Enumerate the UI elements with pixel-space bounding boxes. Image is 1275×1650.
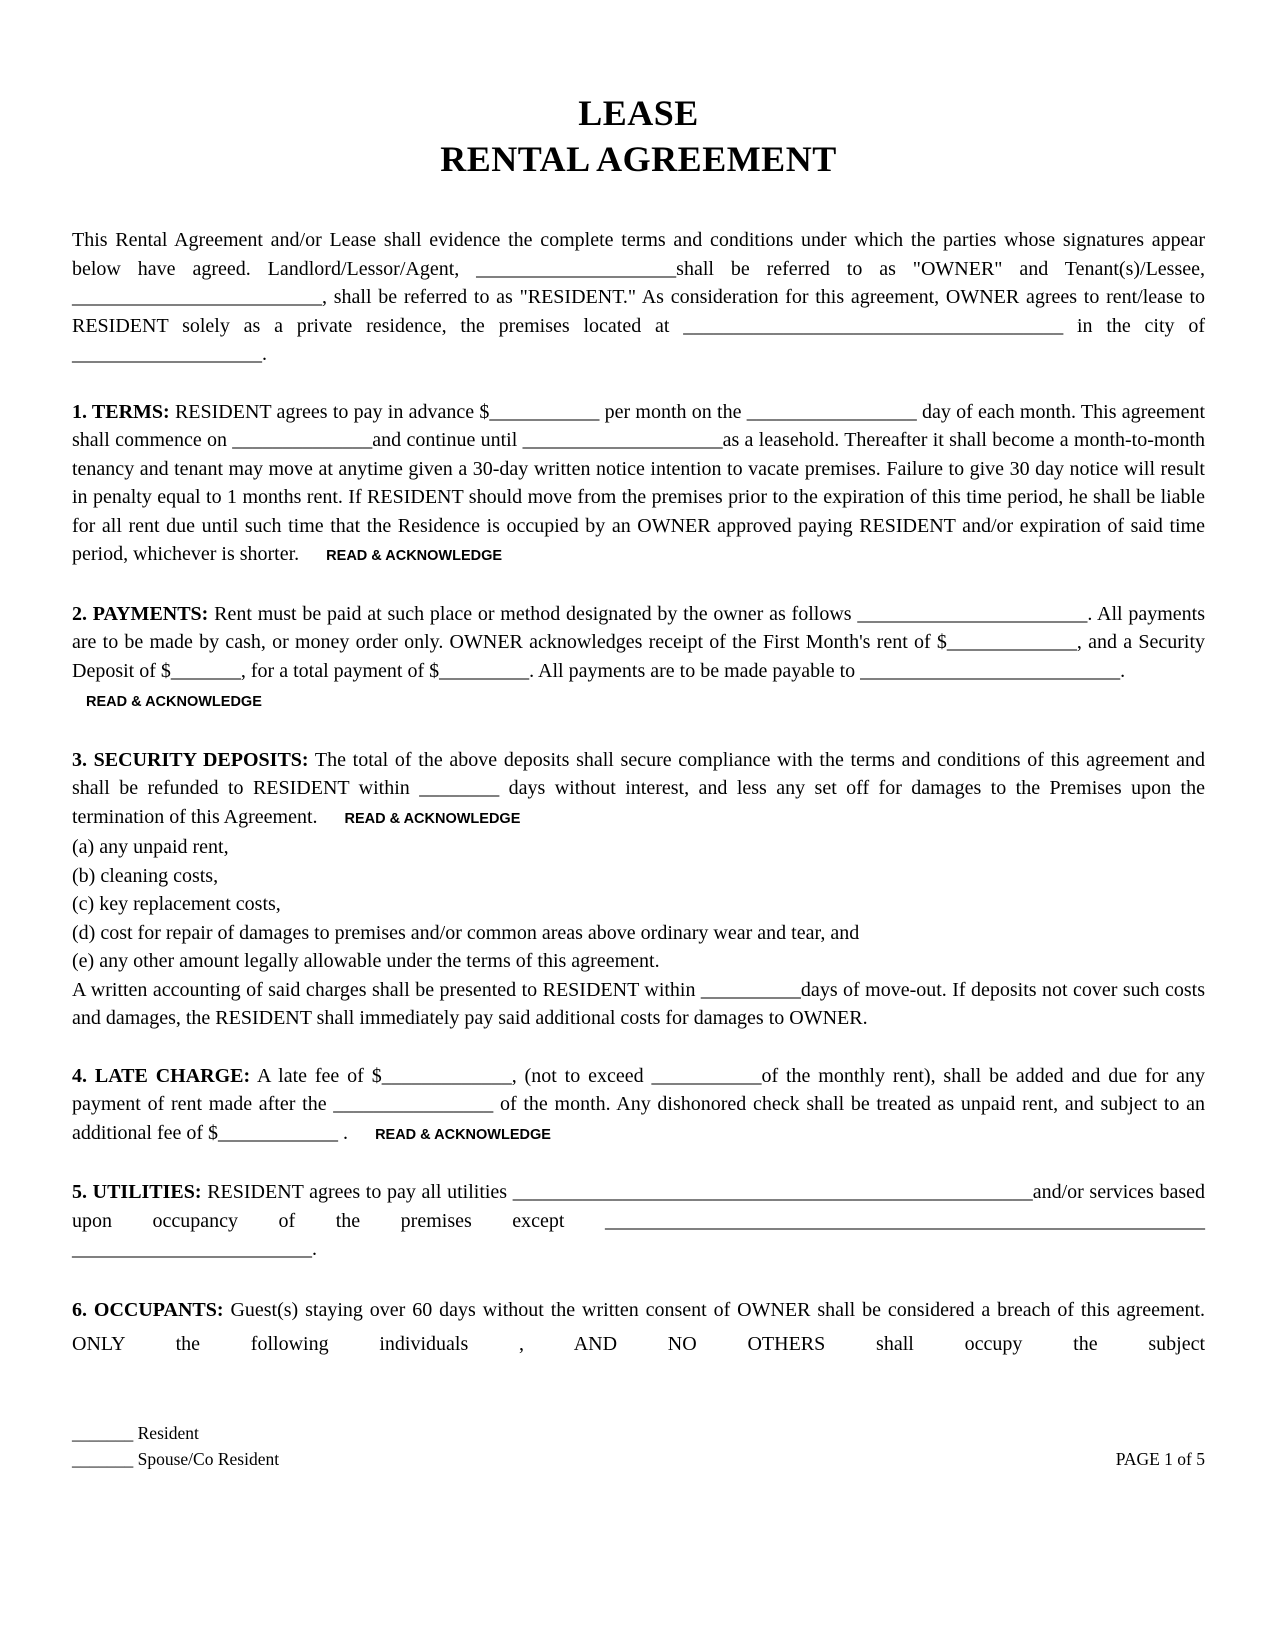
section-payments-paragraph — [72, 600, 1205, 686]
section-payments-body: Rent must be paid at such place or method designated by the owner as follows _______________________. All payments are to be made by cash, or money order only. OWNER acknowledges receipt of the First Month's rent of $_____________, and a Security Deposit of $_______, for a total payment of $_________. All payments are to be made payable to __________________________. — [72, 602, 1205, 682]
section-terms-heading: 1. TERMS: — [72, 400, 170, 423]
page-number: PAGE 1 of 5 — [1115, 1449, 1205, 1469]
section-utilities-heading: 5. UTILITIES: — [72, 1181, 202, 1203]
section-security-deposits-body: The total of the above deposits shall secure compliance with the terms and conditions of this agreement and shall be refunded to RESIDENT within ________ days without interest, and less any set off for damages to the Premises upon the termination of this Agreement. — [72, 748, 1205, 828]
section-late-charge-body: A late fee of $_____________, (not to exceed ___________of the monthly rent), shall be added and due for any payment of rent made after the ________________ of the month. Any dishonored check shall be treated as unpaid rent, and subject to an additional fee of $____________ . — [72, 1064, 1206, 1144]
section-late-charge — [72, 1062, 1205, 1150]
section-payments-heading: 2. PAYMENTS: — [72, 602, 209, 625]
section-terms-body: RESIDENT agrees to pay in advance $___________ per month on the _________________ day of each month. This agreement shall commence on ______________and continue until ____________________as a leasehold. Thereafter it shall become a month-to-month tenancy and tenant may move at anytime given a 30-day written notice intention to vacate premises. Failure to give 30 day notice will result in penalty equal to 1 months rent. If RESIDENT should move from the premises prior to the expiration of this time period, he shall be liable for all rent due until such time that the Residence is occupied by an OWNER approved paying RESIDENT and/or expiration of said time period, whichever is shorter. — [72, 400, 1206, 565]
section-security-deposits-paragraph — [72, 746, 1205, 834]
section-security-deposits-closing: A written accounting of said charges shall be presented to RESIDENT within __________days of move-out. If deposits not cover such costs and damages, the RESIDENT shall immediately pay said additional costs for damages to OWNER. — [72, 978, 1205, 1029]
deposit-deduction-item-a: (a) any unpaid rent, — [72, 836, 229, 858]
read-acknowledge-label: READ & ACKNOWLEDGE — [326, 548, 503, 564]
section-security-deposits — [72, 746, 1205, 1033]
section-utilities — [72, 1178, 1205, 1264]
section-security-deposits-heading: 3. SECURITY DEPOSITS: — [72, 748, 309, 771]
section-terms — [72, 398, 1205, 571]
intro-paragraph: This Rental Agreement and/or Lease shall evidence the complete terms and conditions under which the parties whose signatures appear below have agreed. Landlord/Lessor/Agent, ____________________shall be referred to as "OWNER" and Tenant(s)/Lessee, _________________________, shall be referred to as "RESIDENT." As consideration for this agreement, OWNER agrees to rent/lease to RESIDENT solely as a private residence, the premises located at ______________________________________ in the city of ___________________. — [72, 229, 1205, 365]
section-late-charge-heading: 4. LATE CHARGE: — [72, 1064, 251, 1087]
section-payments — [72, 600, 1205, 717]
section-utilities-body: RESIDENT agrees to pay all utilities ____________________________________________________and/or services based upon occupancy of the premises except ____________________________________________________________ ________________________. — [72, 1181, 1206, 1260]
deposit-deduction-item-c: (c) key replacement costs, — [72, 893, 281, 915]
deposit-deduction-item-e: (e) any other amount legally allowable under the terms of this agreement. — [72, 950, 660, 972]
page-footer — [72, 1420, 1205, 1472]
section-occupants — [72, 1293, 1205, 1362]
read-acknowledge-label: READ & ACKNOWLEDGE — [86, 694, 262, 710]
deposit-deduction-list — [72, 833, 1205, 976]
deposit-deduction-item-b: (b) cleaning costs, — [72, 864, 219, 887]
deposit-deduction-item-d: (d) cost for repair of damages to premises and/or common areas above ordinary wear and tear, and — [72, 921, 860, 944]
section-occupants-heading: 6. OCCUPANTS: — [72, 1298, 224, 1321]
read-acknowledge-label: READ & ACKNOWLEDGE — [375, 1126, 551, 1143]
title-line-lease: LEASE — [578, 93, 699, 133]
read-acknowledge-label: READ & ACKNOWLEDGE — [344, 810, 521, 827]
title-line-rental-agreement: RENTAL AGREEMENT — [440, 139, 837, 179]
signature-lines — [72, 1420, 279, 1472]
resident-signature-line: _______ Resident — [72, 1423, 199, 1443]
document-title — [72, 90, 1205, 182]
spouse-co-resident-signature-line: _______ Spouse/Co Resident — [72, 1449, 280, 1469]
section-occupants-body: Guest(s) staying over 60 days without the written consent of OWNER shall be considered a breach of this agreement. ONLY the following individuals , AND NO OTHERS shall occupy the subject — [72, 1298, 1206, 1355]
